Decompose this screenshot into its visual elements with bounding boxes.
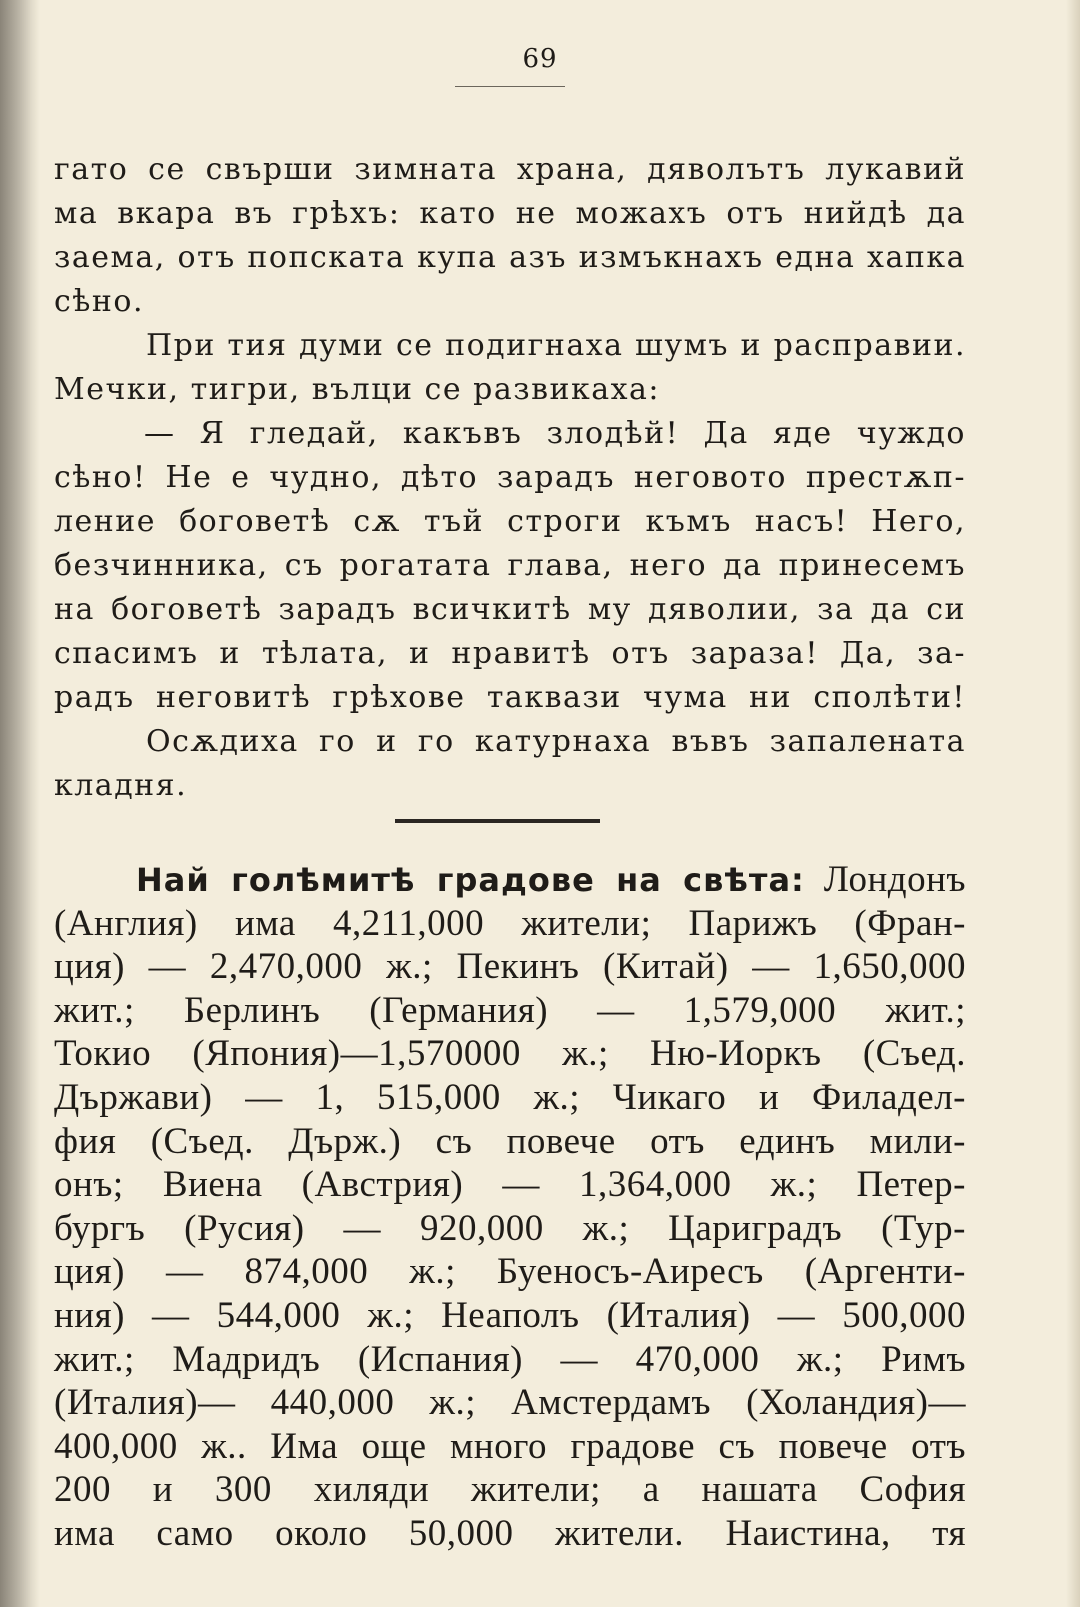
cities-paragraph xyxy=(54,858,966,1556)
text-line: кладня. xyxy=(54,768,188,803)
text-line: онъ; Виена (Австрия) — 1,364,000 ж.; Петер- xyxy=(54,1164,966,1206)
text-line: (Италия)— 440,000 ж.; Амстердамъ (Холандия)— xyxy=(54,1382,966,1424)
text-line: Осѫдиха го и го катурнаха въвъ запалената xyxy=(146,724,966,759)
text-line: ление боговетѣ сѫ тъй строги къмъ насъ! Него, xyxy=(54,504,966,539)
page-number: 69 xyxy=(522,44,558,74)
binding-shadow xyxy=(0,0,40,1607)
text-line: ния) — 544,000 ж.; Неаполъ (Италия) — 500,000 xyxy=(54,1294,966,1336)
text-line: При тия думи се подигнаха шумъ и расправии. xyxy=(146,328,966,363)
text-line: има само около 50,000 жители. Наистина, тя xyxy=(54,1512,966,1554)
text-line: жит.; Берлинъ (Германия) — 1,579,000 жит.; xyxy=(54,989,966,1031)
text-line: бургъ (Русия) — 920,000 ж.; Цариградъ (Тур- xyxy=(54,1207,966,1249)
text-line: Мечки, тигри, вълци се развикаха: xyxy=(54,372,661,407)
text-line: Токио (Япония)—1,570000 ж.; Ню-Иоркъ (Съед. xyxy=(54,1033,966,1075)
section-heading: Най голѣмитѣ градове на свѣта: xyxy=(136,861,805,899)
text-line: ма вкара въ грѣхъ: като не можахъ отъ нийдѣ да xyxy=(54,196,966,231)
text-line: Държави) — 1, 515,000 ж.; Чикаго и Филадел- xyxy=(54,1076,966,1118)
text-line: спасимъ и тѣлата, и нравитѣ отъ зараза! Да, за- xyxy=(54,636,966,671)
text-line: 200 и 300 хиляди жители; а нашата София xyxy=(54,1469,966,1511)
text-line xyxy=(54,858,966,902)
text-line: сѣно. xyxy=(54,284,144,319)
text-line: 400,000 ж.. Има още много градове съ повече отъ xyxy=(54,1425,966,1467)
page-number-rule xyxy=(455,86,565,87)
text-line: ция) — 2,470,000 ж.; Пекинъ (Китай) — 1,650,000 xyxy=(54,946,966,988)
page-edge xyxy=(1066,0,1080,1607)
text-line: радъ неговитѣ грѣхове таквази чума ни сполѣти! xyxy=(54,680,966,715)
section-divider xyxy=(395,819,600,823)
story-text xyxy=(54,148,966,808)
text-line: фия (Съед. Държ.) съ повече отъ единъ мили- xyxy=(54,1120,966,1162)
text-fragment: Лондонъ xyxy=(823,859,967,900)
text-line: заема, отъ попската купа азъ измъкнахъ една хапка xyxy=(54,240,966,275)
text-line: сѣно! Не е чудно, дѣто зарадъ неговото престѫп- xyxy=(54,460,966,495)
text-line: на боговетѣ зарадъ всичкитѣ му дяволии, за да си xyxy=(54,592,966,627)
text-line: безчинника, съ рогатата глава, него да принесемъ xyxy=(54,548,966,583)
text-line: жит.; Мадридъ (Испания) — 470,000 ж.; Римъ xyxy=(54,1338,966,1380)
text-line: ция) — 874,000 ж.; Буеносъ-Аиресъ (Аргенти- xyxy=(54,1251,966,1293)
text-line: (Англия) има 4,211,000 жители; Парижъ (Фран- xyxy=(54,902,966,944)
text-line: — Я гледай, какъвъ злодѣй! Да яде чуждо xyxy=(144,416,966,451)
text-line: гато се свърши зимната храна, дяволътъ лукавий xyxy=(54,152,966,187)
